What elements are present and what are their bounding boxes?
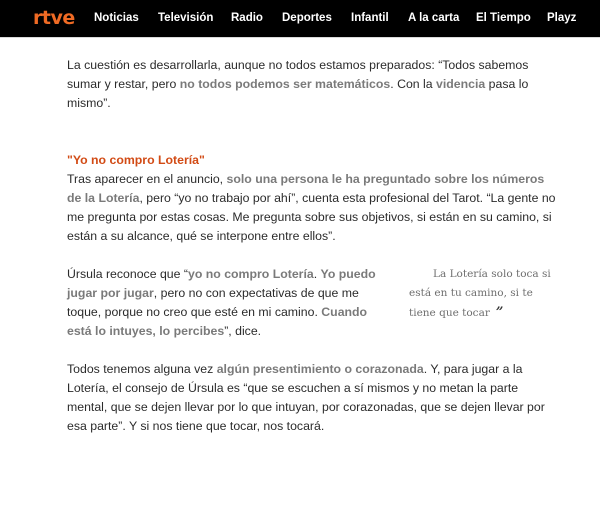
- closing-quote-icon: ”: [495, 305, 504, 320]
- top-navigation-bar: [0, 0, 600, 38]
- nav-item-television[interactable]: Televisión: [158, 12, 214, 24]
- article-paragraph-1: La cuestión es desarrollarla, aunque no todos estamos preparados: “Todos sabemos sumar y restar, pero no todos podemos ser matemáticos. Con la videncia pasa lo mismo”.: [67, 58, 529, 110]
- nav-item-radio[interactable]: Radio: [231, 12, 263, 24]
- nav-item-noticias[interactable]: Noticias: [94, 12, 139, 24]
- nav-item-el-tiempo[interactable]: El Tiempo: [476, 12, 531, 24]
- pull-quote-line-2: está en tu camino, si te: [409, 287, 533, 299]
- section-subtitle: "Yo no compro Lotería": [67, 153, 205, 167]
- nav-item-deportes[interactable]: Deportes: [282, 12, 332, 24]
- article-paragraph-2: Tras aparecer en el anuncio, solo una persona le ha preguntado sobre los números de la Lotería, pero “yo no trabajo por ahí”, cuenta esta profesional del Tarot. “La gente no me pregunta por estas cosas. Me pregunta sobre sus objetivos, si están en su camino, si están a su alcance, qué se interpone entre ellos”.: [67, 172, 556, 243]
- link-no-todos-matematicos[interactable]: no todos podemos ser matemáticos: [179, 77, 391, 91]
- link-videncia[interactable]: videncia: [436, 77, 486, 91]
- link-presentimiento[interactable]: algún presentimiento o corazonada: [216, 362, 424, 376]
- link-lo-intuyes[interactable]: Cuando está lo intuyes, lo percibes: [67, 305, 368, 338]
- link-numeros-loteria[interactable]: solo una persona le ha preguntado sobre los números de la Lotería: [67, 172, 545, 205]
- pull-quote: [409, 265, 559, 323]
- rtve-logo[interactable]: rtve: [33, 7, 75, 29]
- nav-item-infantil[interactable]: Infantil: [351, 12, 389, 24]
- main-nav: [0, 0, 600, 38]
- article-paragraph-4: Todos tenemos alguna vez algún presentimiento o corazonada. Y, para jugar a la Lotería, el consejo de Úrsula es “que se escuchen a sí mismos y no metan la parte mental, que se dejen llevar por lo que intuyan, por corazonadas, que se dejen llevar por esa parte”. Y si nos tiene que tocar, nos tocará.: [67, 362, 545, 433]
- pull-quote-line-1: La Lotería solo toca si: [433, 268, 551, 280]
- link-jugar-por-jugar[interactable]: Yo puedo jugar por jugar: [67, 267, 376, 300]
- nav-item-playz[interactable]: Playz: [547, 12, 577, 24]
- article-paragraph-3: Úrsula reconoce que “yo no compro Lotería. Yo puedo jugar por jugar, pero no con expectativas de que me toque, porque no creo que esté en mi camino. Cuando está lo intuyes, lo percibes”, dice.: [67, 267, 376, 338]
- nav-item-a-la-carta[interactable]: A la carta: [408, 12, 460, 24]
- pull-quote-line-3: tiene que tocar ”: [409, 305, 504, 320]
- link-no-compro-loteria[interactable]: yo no compro Lotería: [187, 267, 314, 281]
